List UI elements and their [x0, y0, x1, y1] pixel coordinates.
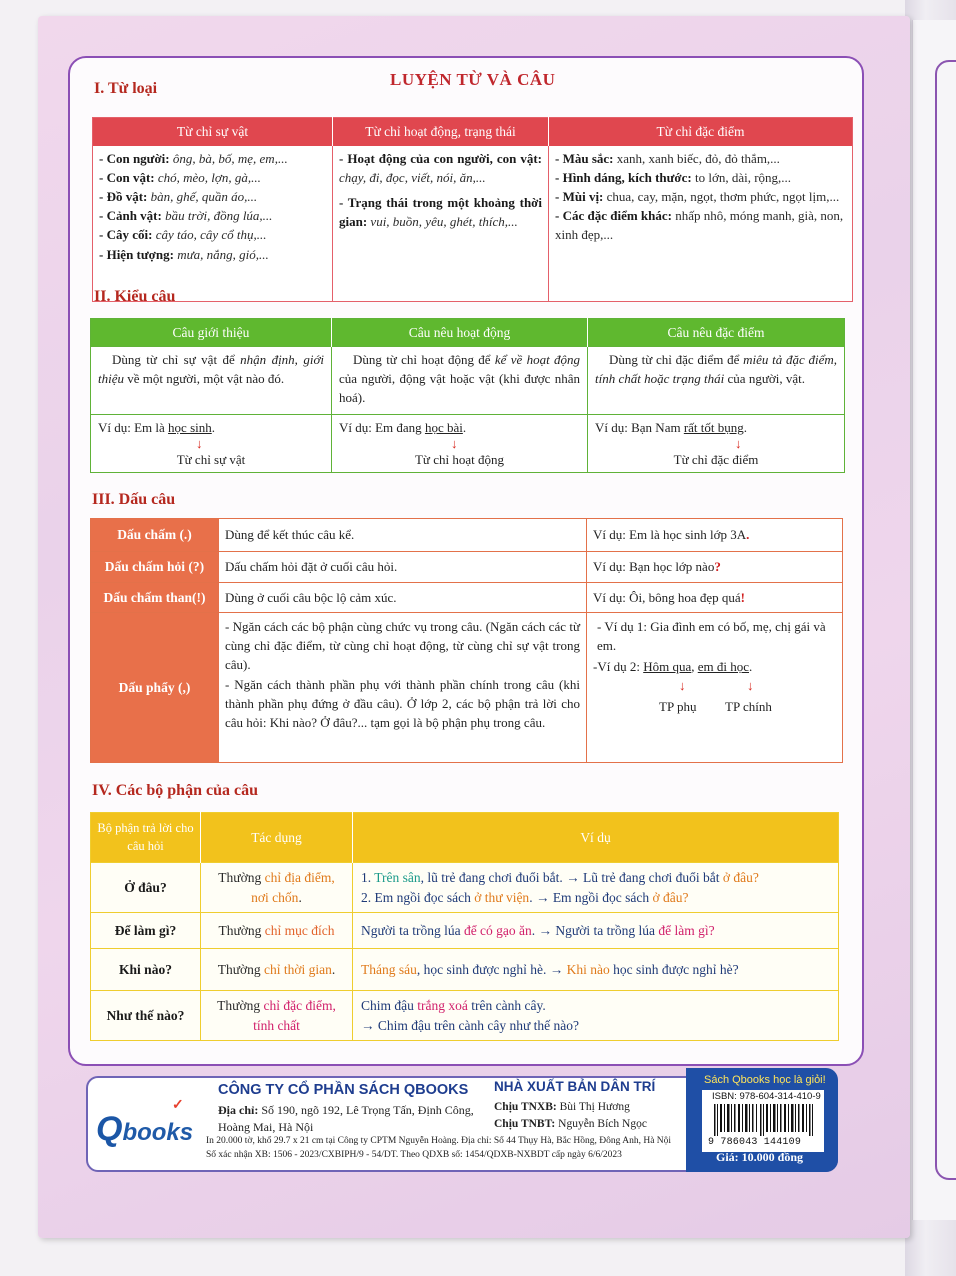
- example-highlight: rất tốt bụng: [683, 420, 744, 435]
- sentence-type-desc: [588, 347, 845, 415]
- item-label: - Trạng thái trong một khoảng thời gian:: [339, 194, 542, 230]
- desc-text: của người, vật.: [724, 371, 805, 387]
- desc-emphasis: kể về hoạt động: [494, 352, 580, 367]
- section2-header-row: [91, 319, 845, 347]
- print-line: In 20.000 tờ, khổ 29.7 x 21 cm tại Công ty CPTM Nguyễn Hoàng. Địa chỉ: Số 44 Thụy Hà, Bắc Hồng, Đông Anh, Hà Nội: [206, 1136, 672, 1146]
- punctuation-example: [587, 552, 843, 583]
- section2-header: Câu giới thiệu: [91, 319, 332, 347]
- item-label: - Màu sắc:: [555, 150, 614, 166]
- section2-header: Câu nêu đặc điểm: [588, 319, 845, 347]
- down-arrow-icon: ↓: [196, 436, 203, 452]
- section1-title: I. Từ loại: [94, 80, 158, 97]
- address-text: Số 190, ngõ 192, Lê Trọng Tấn, Định Công, Hoàng Mai, Hà Nội: [218, 1103, 474, 1134]
- down-arrow-icon: ↓: [451, 436, 458, 452]
- example-text: 2. Em ngồi đọc sách: [361, 889, 475, 905]
- punctuation-example: [587, 519, 843, 552]
- slogan: Sách Qbooks học là giỏi!: [704, 1074, 826, 1086]
- example-note: Từ chỉ sự vật: [176, 452, 246, 468]
- use-text: Thường: [217, 997, 264, 1013]
- section4-title: IV. Các bộ phận của câu: [92, 782, 258, 799]
- down-arrow-icon: ↓: [679, 677, 686, 693]
- section1-col-actions: [333, 146, 549, 302]
- item-text: nhấp nhô, móng manh, già, non, xinh đẹp,...: [555, 208, 844, 243]
- use-text: Thường: [217, 961, 265, 977]
- item-label: - Hình dáng, kích thước:: [555, 169, 692, 185]
- section4-header: Bộ phận trả lời cho câu hỏi: [91, 813, 201, 863]
- clause-question: Như thế nào?: [91, 991, 201, 1041]
- desc-emphasis: miêu tả đặc điểm, tính chất hoặc trạng thái: [595, 352, 838, 387]
- punctuation-label: Dấu phẩy (,): [91, 613, 219, 763]
- item-text: xanh, xanh biếc, đỏ, đỏ thắm,...: [613, 150, 780, 166]
- bird-icon: ✓: [172, 1096, 184, 1112]
- clause-example: [353, 863, 839, 913]
- list-item: [99, 149, 326, 168]
- item-label: - Con vật:: [99, 169, 155, 185]
- section2-title: II. Kiểu câu: [94, 288, 176, 305]
- item-label: - Hiện tượng:: [99, 246, 174, 262]
- example-line: → Chim đậu trên cành cây như thế nào?: [361, 1017, 579, 1033]
- example-text: .: [211, 420, 215, 435]
- list-item: [339, 149, 542, 187]
- logo-letter: Q: [96, 1110, 123, 1148]
- isbn-text: ISBN: 978-604-314-410-9: [712, 1091, 821, 1102]
- address-label: Địa chỉ:: [218, 1103, 259, 1117]
- example-text: Ví dụ: Ôi, bông hoa đẹp quá: [593, 589, 741, 605]
- item-text: chó, mèo, lợn, gà,...: [154, 169, 261, 185]
- clause-example: [353, 913, 839, 949]
- section2-example-row: [91, 415, 845, 473]
- use-text: Thường: [218, 869, 265, 885]
- use-text: .: [298, 889, 302, 905]
- punctuation-mark: .: [746, 527, 750, 543]
- example-text: ,: [691, 659, 698, 675]
- example-text: 1.: [361, 869, 375, 885]
- item-text: mưa, nắng, gió,...: [173, 246, 269, 262]
- item-text: bầu trời, đồng lúa,...: [161, 208, 273, 224]
- example-line: [361, 888, 830, 908]
- list-item: [555, 168, 846, 187]
- item-text: bàn, ghế, quần áo,...: [147, 188, 258, 204]
- resp-name: Bùi Thị Hương: [556, 1101, 630, 1113]
- list-item: [339, 193, 542, 231]
- section3-title: III. Dấu câu: [92, 491, 176, 508]
- clause-use: [201, 913, 353, 949]
- punctuation-use: Dùng để kết thúc câu kể.: [219, 519, 587, 552]
- example-highlight: để có gạo ăn: [463, 922, 532, 938]
- barcode-number: 9 786043 144109: [708, 1137, 802, 1148]
- item-label: - Cây cối:: [99, 227, 153, 243]
- example-text: , học sinh được nghỉ hè. →: [416, 961, 567, 977]
- item-text: chạy, đi, đọc, viết, nói, ăn,...: [339, 169, 486, 185]
- comma-use-1: - Ngăn cách các bộ phận cùng chức vụ trong câu. (Ngăn cách các từ cùng chỉ đặc điểm, từ cùng chỉ hoạt động, từ cùng chỉ sự vật trong câu).: [225, 619, 580, 673]
- section1-header: Từ chỉ sự vật: [93, 118, 333, 146]
- comma-use-2: - Ngăn cách thành phần phụ với thành phần chính trong câu (khi thành phần phụ đứng ở đầu câu). Ở lớp 2, các bộ phận trả lời cho câu hỏi: Khi nào? Ở đâu?... tạm gọi là bộ phận phụ trong câu.: [225, 676, 580, 731]
- example-text: học sinh được nghỉ hè?: [609, 961, 739, 977]
- punctuation-label: Dấu chấm hỏi (?): [91, 552, 219, 583]
- clause-row: [91, 913, 839, 949]
- list-item: [555, 149, 846, 168]
- section2-table: [90, 318, 845, 473]
- print-line: Số xác nhận XB: 1506 - 2023/CXBIPH/9 - 54/DT. Theo QDXB số: 1454/QDXB-NXBDT cấp ngày 6/6/2023: [206, 1150, 622, 1161]
- section4-header-row: [91, 813, 839, 863]
- example-text: .: [462, 420, 467, 435]
- clause-example: [353, 949, 839, 991]
- clause-row: [91, 949, 839, 991]
- punctuation-example: [587, 613, 843, 763]
- punctuation-use: Dùng ở cuối câu bộc lộ cảm xúc.: [219, 583, 587, 613]
- clause-question: Ở đâu?: [91, 863, 201, 913]
- example-question: để làm gì?: [658, 922, 715, 938]
- list-item: [99, 206, 326, 225]
- desc-emphasis: nhận định, giới thiệu: [98, 352, 324, 387]
- resp-line: [494, 1099, 647, 1116]
- punctuation-label: Dấu chấm than(!): [91, 583, 219, 613]
- sentence-type-desc: [332, 347, 588, 415]
- punctuation-row: [91, 552, 843, 583]
- example-text: .: [743, 420, 748, 435]
- list-item: [555, 206, 846, 244]
- sentence-example: [91, 415, 332, 473]
- example-text: . → Em ngồi đọc sách: [529, 889, 653, 905]
- print-info: [206, 1134, 686, 1163]
- page-title: LUYỆN TỪ VÀ CÂU: [390, 70, 556, 89]
- desc-text: về một người, một vật nào đó.: [124, 371, 285, 387]
- tp-chinh-label: TP chính: [725, 698, 772, 714]
- clause-question: Để làm gì?: [91, 913, 201, 949]
- section1-header-row: [93, 118, 853, 146]
- example-text: -Ví dụ 2:: [593, 659, 644, 675]
- company-name: CÔNG TY CỔ PHẦN SÁCH QBOOKS: [218, 1082, 469, 1098]
- example-text: , lũ trẻ đang chơi đuổi bắt. → Lũ trẻ đang chơi đuổi bắt: [420, 869, 723, 885]
- section4-header: Tác dụng: [201, 813, 353, 863]
- desc-text: Dùng từ chỉ hoạt động để: [353, 352, 495, 367]
- item-label: - Đồ vật:: [99, 188, 148, 204]
- desc-text: Dùng từ chỉ đặc điểm để: [609, 352, 744, 367]
- example-text: Ví dụ: Bạn Nam: [595, 420, 684, 435]
- list-item: [99, 168, 326, 187]
- clause-row: [91, 991, 839, 1041]
- company-address: [218, 1102, 488, 1136]
- section1-header: Từ chỉ đặc điểm: [549, 118, 853, 146]
- list-item: [99, 245, 326, 264]
- publisher-responsible: [494, 1099, 647, 1132]
- section4-header: Ví dụ: [353, 813, 839, 863]
- sentence-type-desc: [91, 347, 332, 415]
- example-text: Ví dụ: Bạn học lớp nào: [593, 559, 715, 575]
- example-text: Chim đậu: [361, 997, 418, 1013]
- comma-annotations: [593, 677, 836, 717]
- example-highlight: Trên sân: [374, 869, 421, 885]
- example-text: Ví dụ: Em là học sinh lớp 3A: [593, 527, 747, 543]
- punctuation-row: [91, 583, 843, 613]
- punctuation-label: Dấu chấm (.): [91, 519, 219, 552]
- example-text: Ví dụ: Em đang: [339, 420, 425, 435]
- example-question: ở đâu?: [722, 869, 759, 885]
- clause-use: [201, 949, 353, 991]
- example-text: trên cành cây.: [467, 997, 546, 1013]
- punctuation-use: Dấu chấm hỏi đặt ở cuối câu hỏi.: [219, 552, 587, 583]
- section1-body-row: [93, 146, 853, 302]
- item-label: - Hoạt động của con người, con vật:: [339, 150, 542, 166]
- clause-row: [91, 863, 839, 913]
- desc-text: Dùng từ chỉ sự vật để: [112, 352, 241, 367]
- punctuation-mark: !: [740, 589, 746, 605]
- comma-example-2: [593, 657, 836, 676]
- section3-table: [90, 518, 843, 763]
- example-highlight: Tháng sáu: [361, 961, 417, 977]
- clause-use: [201, 863, 353, 913]
- example-line: [361, 868, 830, 888]
- down-arrow-icon: ↓: [747, 677, 754, 693]
- section1-table: [92, 117, 853, 302]
- price: Giá: 10.000 đồng: [716, 1150, 804, 1164]
- sentence-example: [332, 415, 588, 473]
- section1-col-traits: [549, 146, 853, 302]
- item-label: - Các đặc điểm khác:: [555, 208, 672, 224]
- desc-text: của người, động vật hoặc vật (khi được nhân hoá).: [339, 371, 580, 406]
- resp-label: Chịu TNBT:: [494, 1117, 556, 1130]
- adjacent-page-border: [935, 60, 956, 1180]
- example-highlight: trắng xoá: [417, 997, 468, 1013]
- item-text: ông, bà, bố, mẹ, em,...: [169, 150, 288, 166]
- resp-line: [494, 1116, 647, 1133]
- section2-header: Câu nêu hoạt động: [332, 319, 588, 347]
- tp-phu-label: TP phụ: [659, 698, 697, 714]
- comma-example-1: - Ví dụ 1: Gia đình em có bố, mẹ, chị gái và em.: [597, 619, 826, 654]
- example-note: Từ chỉ hoạt động: [414, 452, 504, 468]
- punctuation-mark: ?: [714, 559, 721, 575]
- item-label: - Con người:: [99, 150, 170, 166]
- adjacent-page: [912, 20, 956, 1220]
- clause-use: [201, 991, 353, 1041]
- example-question: ở đâu?: [652, 889, 689, 905]
- punctuation-example: [587, 583, 843, 613]
- example-question: Khi nào: [566, 961, 610, 977]
- list-item: [99, 225, 326, 244]
- item-label: - Mùi vị:: [555, 188, 604, 204]
- use-highlight: chỉ mục đích: [264, 922, 335, 938]
- list-item: [99, 187, 326, 206]
- use-highlight: chỉ thời gian: [264, 961, 332, 977]
- sentence-example: [588, 415, 845, 473]
- item-text: vui, buồn, yêu, ghét, thích,...: [367, 214, 518, 230]
- example-text: Người ta trồng lúa: [361, 922, 464, 938]
- item-text: to lớn, dài, rộng,...: [691, 169, 792, 185]
- example-text: Ví dụ: Em là: [98, 420, 169, 435]
- item-text: cây táo, cây cổ thụ,...: [152, 227, 267, 243]
- clause-example: [353, 991, 839, 1041]
- use-text: Thường: [218, 922, 265, 938]
- clause-question: Khi nào?: [91, 949, 201, 991]
- qbooks-logo: [96, 1096, 194, 1149]
- example-line: [361, 996, 830, 1016]
- use-highlight: chỉ địa điểm, nơi chốn: [251, 869, 335, 905]
- logo-text: books: [122, 1119, 194, 1146]
- barcode-icon: [712, 1104, 816, 1136]
- list-item: [555, 187, 846, 206]
- section2-desc-row: [91, 347, 845, 415]
- use-highlight: chỉ đặc điểm, tính chất: [253, 997, 336, 1033]
- publisher-name: NHÀ XUẤT BẢN DÂN TRÍ: [494, 1079, 656, 1094]
- section1-header: Từ chỉ hoạt động, trạng thái: [333, 118, 549, 146]
- down-arrow-icon: ↓: [735, 436, 742, 452]
- example-highlight: ở thư viện: [474, 889, 530, 905]
- section1-col-things: [93, 146, 333, 302]
- example-highlight: học bài: [424, 420, 463, 435]
- punctuation-row-comma: [91, 613, 843, 763]
- use-text: .: [331, 961, 336, 977]
- example-highlight: Hôm qua: [643, 659, 692, 675]
- section4-table: [90, 812, 839, 1041]
- resp-name: Nguyễn Bích Ngọc: [555, 1117, 647, 1130]
- punctuation-use: [219, 613, 587, 763]
- item-text: chua, cay, mặn, ngọt, thơm phức, ngọt lịm,...: [603, 188, 840, 204]
- example-text: .: [749, 659, 753, 675]
- example-note: Từ chỉ đặc điểm: [673, 452, 759, 468]
- punctuation-row: [91, 519, 843, 552]
- example-text: . → Người ta trồng lúa: [531, 922, 659, 938]
- example-highlight: học sinh: [168, 420, 212, 435]
- resp-label: Chịu TNXB:: [494, 1101, 557, 1113]
- item-label: - Cảnh vật:: [99, 208, 162, 224]
- example-highlight: em đi học: [697, 659, 749, 675]
